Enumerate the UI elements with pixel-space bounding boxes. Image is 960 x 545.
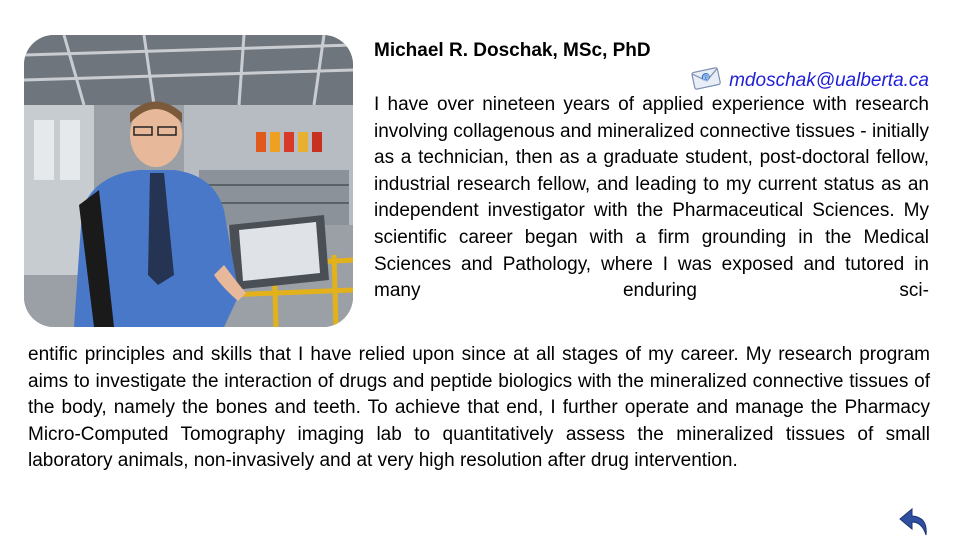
curved-back-arrow-icon bbox=[898, 505, 932, 537]
back-button[interactable] bbox=[898, 505, 932, 537]
email-link[interactable]: mdoschak@ualberta.ca bbox=[729, 69, 929, 91]
bio-paragraph-top: I have over nineteen years of applied experience with research involving collagenous and mineralized connective tissues - initially as a technician, then as a graduate student, post-doctoral fellow, industrial research fellow, and leading to my current status as an independent investigator with the Pharmaceutical Sciences. My scientific career began with a firm grounding in the Medical Sciences and Pathology, where I was exposed and tutored in many enduring sci- bbox=[374, 94, 929, 302]
email-row bbox=[691, 66, 929, 95]
svg-text:@: @ bbox=[701, 73, 711, 83]
bio-paragraph-bottom: entific principles and skills that I have relied upon since at all stages of my career. My research program aims to investigate the interaction of drugs and peptide biologics with the mineralized connective tissues of the body, namely the bones and teeth. To achieve that end, I further operate and manage the Pharmacy Micro-Computed Tomography imaging lab to quantitatively assess the mineralized tissues of small laboratory animals, non-invasively and at very high resolution after drug intervention. bbox=[28, 344, 930, 472]
person-name: Michael R. Doschak, MSc, PhD bbox=[374, 40, 651, 61]
profile-photo bbox=[24, 35, 353, 327]
envelope-icon bbox=[691, 66, 721, 95]
